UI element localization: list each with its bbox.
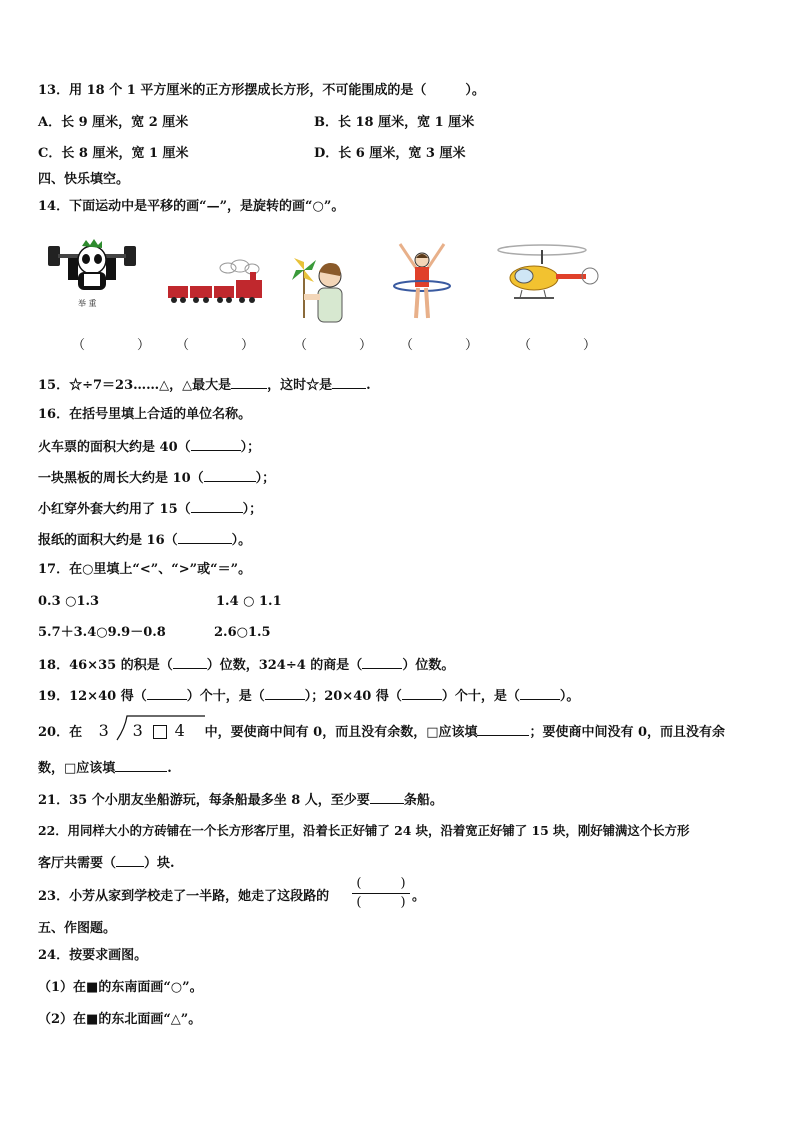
q22-line-2	[38, 853, 175, 873]
dividend-digit-1: 3	[132, 721, 143, 740]
q23-fraction[interactable]	[352, 876, 410, 911]
q19-text-d: ）个十，是（	[441, 689, 520, 704]
q17-row-1-b[interactable]: 1.4 ○ 1.1	[216, 594, 282, 609]
q18-text-a: 18．46×35 的积是（	[38, 658, 173, 673]
q22-blank[interactable]	[116, 853, 144, 867]
q16-line-4-text: 报纸的面积大约是 16（	[38, 533, 178, 548]
q20-text-mid: 中，要使商中间有 0，而且没有余数，□应该填	[204, 725, 478, 740]
q16-line-4	[38, 530, 251, 550]
q16-line-2	[38, 468, 275, 488]
q19-blank-3[interactable]	[402, 686, 442, 700]
q13-option-d: D．长 6 厘米，宽 3 厘米	[314, 146, 466, 161]
q19	[38, 686, 579, 706]
q16-blank-3[interactable]	[191, 499, 243, 513]
q19-text-b: ）个十，是（	[186, 689, 265, 704]
q16-stem: 16．在括号里填上合适的单位名称。	[38, 407, 252, 422]
q13-option-b: B．长 18 厘米，宽 1 厘米	[314, 115, 475, 130]
q22-text-b: ）块.	[144, 856, 175, 871]
q20-line-2	[38, 758, 172, 778]
q20-blank-2[interactable]	[115, 758, 167, 772]
q15	[38, 375, 371, 395]
q22-line-1: 22．用同样大小的方砖铺在一个长方形客厅里，沿着长正好铺了 24 块，沿着宽正好铺了 15 块，刚好铺满这个长方形	[38, 823, 690, 838]
q16-line-3-text: 小红穿外套大约用了 15（	[38, 502, 191, 517]
q14-answer-4[interactable]: （ ）	[400, 338, 479, 353]
q15-blank-1[interactable]	[231, 375, 267, 389]
q19-text-e: ）。	[559, 689, 580, 704]
q18-blank-2[interactable]	[362, 655, 402, 669]
hula-hoop-girl-image	[392, 238, 452, 324]
q20-text-l2a: 数，□应该填	[38, 761, 116, 776]
q21-blank[interactable]	[370, 790, 404, 804]
q15-blank-2[interactable]	[332, 375, 366, 389]
q16-blank-2[interactable]	[204, 468, 256, 482]
division-divisor: 3	[98, 721, 109, 740]
pinwheel-boy-image	[290, 248, 352, 328]
q20-blank-1[interactable]	[477, 722, 529, 736]
q16-line-3	[38, 499, 262, 519]
q18-blank-1[interactable]	[173, 655, 207, 669]
q20-text-mid2: ；要使商中间没有 0，而且没有余	[529, 725, 726, 740]
q17-row-2-b[interactable]: 2.6○1.5	[214, 625, 271, 640]
fraction-numerator[interactable]: ( )	[356, 876, 406, 891]
q19-text-c: ）；20×40 得（	[304, 689, 402, 704]
long-division-expression	[87, 722, 205, 740]
q13-option-a: A．长 9 厘米，宽 2 厘米	[38, 115, 189, 130]
fraction-denominator[interactable]: ( )	[356, 895, 406, 910]
q24-sub-1: （1）在■的东南面画“○”。	[38, 980, 203, 995]
q20-text-pre: 20．在	[38, 725, 83, 740]
q16-line-4-end: ）。	[231, 533, 252, 548]
q16-line-3-end: ）；	[242, 502, 263, 517]
q16-line-1-end: ）；	[240, 440, 261, 455]
weightlifting-caption: 举 重	[78, 299, 97, 308]
q15-text-c: .	[366, 378, 371, 393]
train-image	[166, 258, 266, 308]
q15-text-b: ，这时☆是	[267, 378, 333, 393]
q19-text-a: 19．12×40 得（	[38, 689, 147, 704]
q21-text-a: 21．35 个小朋友坐船游玩，每条船最多坐 8 人，至少要	[38, 793, 370, 808]
q14-answer-3[interactable]: （ ）	[294, 338, 373, 353]
q15-text-a: 15．☆÷7＝23……△，△最大是	[38, 378, 232, 393]
q14-answer-2[interactable]: （ ）	[176, 338, 255, 353]
q13-stem: 13．用 18 个 1 平方厘米的正方形摆成长方形，不可能围成的是（ ）。	[38, 83, 485, 98]
q19-blank-4[interactable]	[520, 686, 560, 700]
q13-option-c: C．长 8 厘米，宽 1 厘米	[38, 146, 189, 161]
fraction-bar	[352, 893, 410, 894]
dividend-digit-3: 4	[174, 721, 185, 740]
q19-blank-1[interactable]	[147, 686, 187, 700]
q16-line-2-text: 一块黑板的周长大约是 10（	[38, 471, 204, 486]
q23-end: 。	[412, 889, 426, 904]
q24-stem: 24．按要求画图。	[38, 948, 148, 963]
dividend-box[interactable]	[153, 725, 167, 739]
q17-stem: 17．在○里填上“<”、“>”或“＝”。	[38, 562, 252, 577]
q18	[38, 655, 454, 675]
q18-text-b: ）位数，324÷4 的商是（	[206, 658, 363, 673]
section-4-heading: 四、快乐填空。	[38, 172, 130, 187]
q19-blank-2[interactable]	[265, 686, 305, 700]
q17-row-2-a[interactable]: 5.7＋3.4○9.9－0.8	[38, 625, 166, 640]
q16-line-1-text: 火车票的面积大约是 40（	[38, 440, 191, 455]
section-5-heading: 五、作图题。	[38, 921, 117, 936]
q16-blank-1[interactable]	[191, 437, 241, 451]
q14-answer-1[interactable]: （ ）	[72, 338, 151, 353]
q24-sub-2: （2）在■的东北面画“△”。	[38, 1012, 202, 1027]
q20-text-l2b: .	[167, 761, 172, 776]
q16-line-1	[38, 437, 260, 457]
q23-text: 23．小芳从家到学校走了一半路，她走了这段路的	[38, 889, 330, 904]
q16-blank-4[interactable]	[178, 530, 232, 544]
q16-line-2-end: ）；	[255, 471, 276, 486]
q14-answer-5[interactable]: （ ）	[518, 338, 597, 353]
q21	[38, 790, 443, 810]
q14-stem: 14．下面运动中是平移的画“—”，是旋转的画“○”。	[38, 199, 345, 214]
helicopter-image	[496, 238, 604, 314]
q21-text-b: 条船。	[403, 793, 443, 808]
q20-line-1	[38, 722, 725, 742]
q17-row-1-a[interactable]: 0.3 ○1.3	[38, 594, 100, 609]
q18-text-c: ）位数。	[402, 658, 455, 673]
q22-text-a: 客厅共需要（	[38, 856, 117, 871]
